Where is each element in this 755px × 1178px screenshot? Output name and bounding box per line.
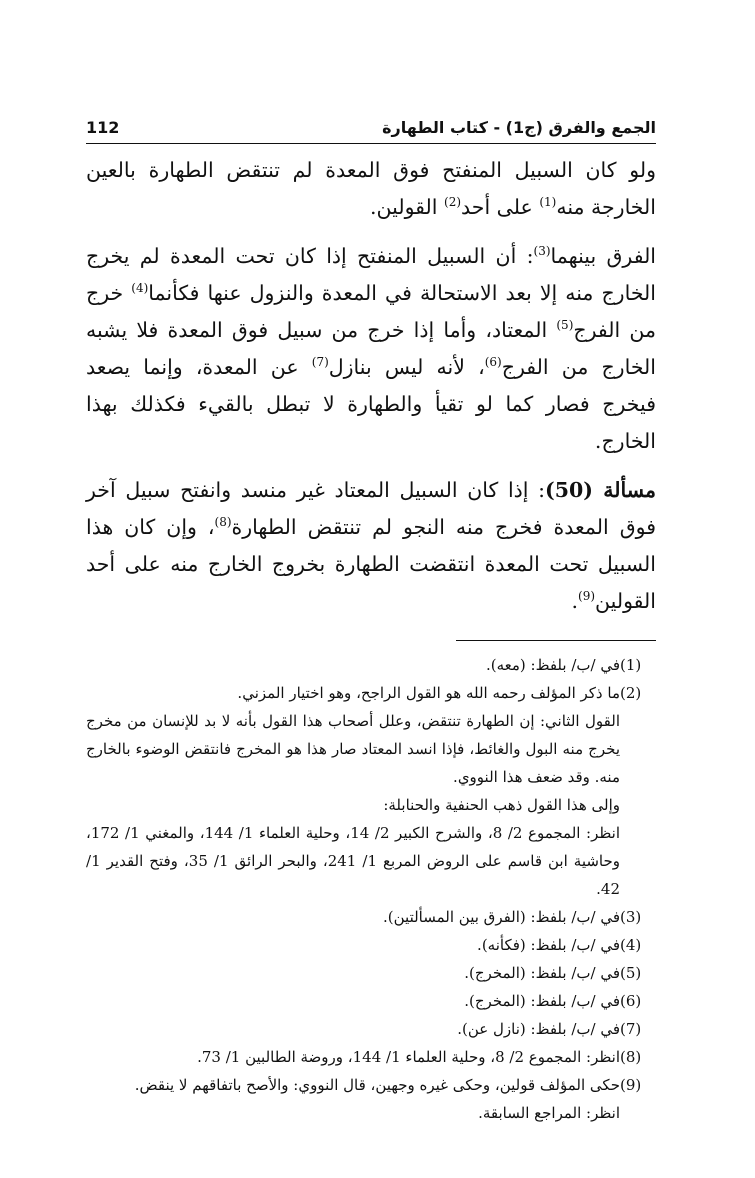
footnote-line: انظر: المراجع السابقة. — [478, 1104, 620, 1122]
text-run: ، لأنه ليس بنازل — [328, 355, 485, 379]
footnote-text — [86, 679, 620, 903]
footnote-item — [86, 1015, 656, 1043]
page-number: 112 — [86, 118, 120, 137]
footnote-ref[interactable]: (3) — [533, 244, 551, 259]
footnote-ref[interactable]: (4) — [131, 281, 149, 296]
footnote-line: في /ب/ بلفظ: (المخرج). — [464, 992, 620, 1010]
footnote-item — [86, 987, 656, 1015]
paragraph-1 — [86, 152, 656, 226]
footnote-ref[interactable]: (7) — [311, 355, 329, 370]
footnote-text — [86, 987, 620, 1015]
paragraph-2 — [86, 238, 656, 460]
footnote-text — [86, 959, 620, 987]
issue-label: مسألة (50) — [545, 478, 657, 502]
book-page — [86, 118, 656, 1127]
issue-50 — [86, 472, 656, 620]
footnote-text — [86, 903, 620, 931]
footnote-line: في /ب/ بلفظ: (الفرق بين المسألتين). — [383, 908, 620, 926]
footnote-text — [86, 651, 620, 679]
running-title: الجمع والفرق (ج1) - كتاب الطهارة — [382, 118, 656, 137]
footnote-item — [86, 651, 656, 679]
footnotes — [86, 651, 656, 1127]
footnote-ref[interactable]: (2) — [444, 195, 462, 210]
footnote-line: حكى المؤلف قولين، وحكى غيره وجهين، قال النووي: والأصح باتفاقهم لا ينقض. — [134, 1076, 620, 1094]
text-run: : أن السبيل المنفتح إذا كان تحت المعدة لم يخرج الخارج منه إلا بعد الاستحالة في المعدة والنزول عنها فكأنما — [86, 244, 657, 305]
footnote-text — [86, 1043, 620, 1071]
text-run: ولو كان السبيل المنفتح فوق المعدة لم تنتقض الطهارة بالعين الخارجة منه — [86, 158, 656, 219]
footnote-line: في /ب/ بلفظ: (نازل عن). — [457, 1020, 620, 1038]
page-header — [86, 118, 656, 144]
footnote-line: ما ذكر المؤلف رحمه الله هو القول الراجح، وهو اختيار المزني. — [237, 684, 620, 702]
footnote-line: في /ب/ بلفظ: (المخرج). — [464, 964, 620, 982]
footnote-ref[interactable]: (8) — [214, 515, 232, 530]
footnote-item — [86, 1043, 656, 1071]
text-run: . — [571, 589, 579, 613]
footnote-line: القول الثاني: إن الطهارة تنتقض، وعلل أصحاب هذا القول بأنه لا بد للإنسان من مخرج يخرج منه البول والغائط، فإذا انسد المعتاد صار هذا هو المخرج فانتقض الوضوء بالخارج منه. وقد ضعف هذا النووي. — [86, 712, 620, 786]
footnote-item — [86, 959, 656, 987]
footnote-ref[interactable]: (1) — [539, 195, 557, 210]
text-run: : إذا كان السبيل المعتاد غير منسد وانفتح سبيل آخر فوق المعدة فخرج منه النجو لم تنتقض الطهارة — [86, 478, 656, 539]
footnote-number: (8) — [620, 1048, 642, 1066]
footnote-number: (6) — [620, 992, 642, 1010]
footnote-item — [86, 931, 656, 959]
footnote-number: (1) — [620, 656, 642, 674]
footnote-number: (5) — [620, 964, 642, 982]
footnote-ref[interactable]: (6) — [484, 355, 502, 370]
footnote-number: (9) — [620, 1076, 642, 1094]
footnote-item — [86, 903, 656, 931]
footnote-divider — [456, 640, 656, 641]
text-run: ، وإن كان هذا السبيل تحت المعدة انتقضت الطهارة بخروج الخارج منه على أحد القولين — [86, 515, 656, 613]
footnote-text — [86, 931, 620, 959]
text-run: القولين. — [370, 195, 445, 219]
footnote-line: انظر: المجموع 2/ 8، وحلية العلماء 1/ 144، وروضة الطالبين 1/ 73. — [197, 1048, 620, 1066]
footnote-item — [86, 1071, 656, 1127]
main-text — [86, 152, 656, 620]
footnote-text — [86, 1015, 620, 1043]
footnote-number: (2) — [620, 684, 642, 702]
footnote-number: (3) — [620, 908, 642, 926]
text-run: على أحد — [461, 195, 540, 219]
footnote-text — [86, 1071, 620, 1127]
footnote-line: في /ب/ بلفظ: (فكأنه). — [477, 936, 620, 954]
footnote-number: (7) — [620, 1020, 642, 1038]
text-run: خرج من الفرج — [86, 281, 656, 342]
footnote-ref[interactable]: (9) — [578, 589, 596, 604]
text-run: المعتاد، وأما إذا خرج من سبيل فوق المعدة فلا يشبه الخارج من الفرج — [86, 318, 656, 379]
footnote-line: انظر: المجموع 2/ 8، والشرح الكبير 2/ 14، وحلية العلماء 1/ 144، والمغني 1/ 172، وحاشية ابن قاسم على الروض المربع 1/ 241، والبحر الرائق 1/ 35، وفتح القدير 1/ 42. — [86, 824, 621, 898]
footnote-line: في /ب/ بلفظ: (معه). — [485, 656, 620, 674]
footnote-line: وإلى هذا القول ذهب الحنفية والحنابلة: — [383, 796, 620, 814]
footnote-item — [86, 679, 656, 903]
text-run: عن المعدة، وإنما يصعد فيخرج فصار كما لو تقيأ والطهارة لا تبطل بالقيء فكذلك بهذا الخارج. — [86, 355, 656, 453]
text-run: الفرق بينهما — [550, 244, 657, 268]
footnote-ref[interactable]: (5) — [556, 318, 574, 333]
footnote-number: (4) — [620, 936, 642, 954]
